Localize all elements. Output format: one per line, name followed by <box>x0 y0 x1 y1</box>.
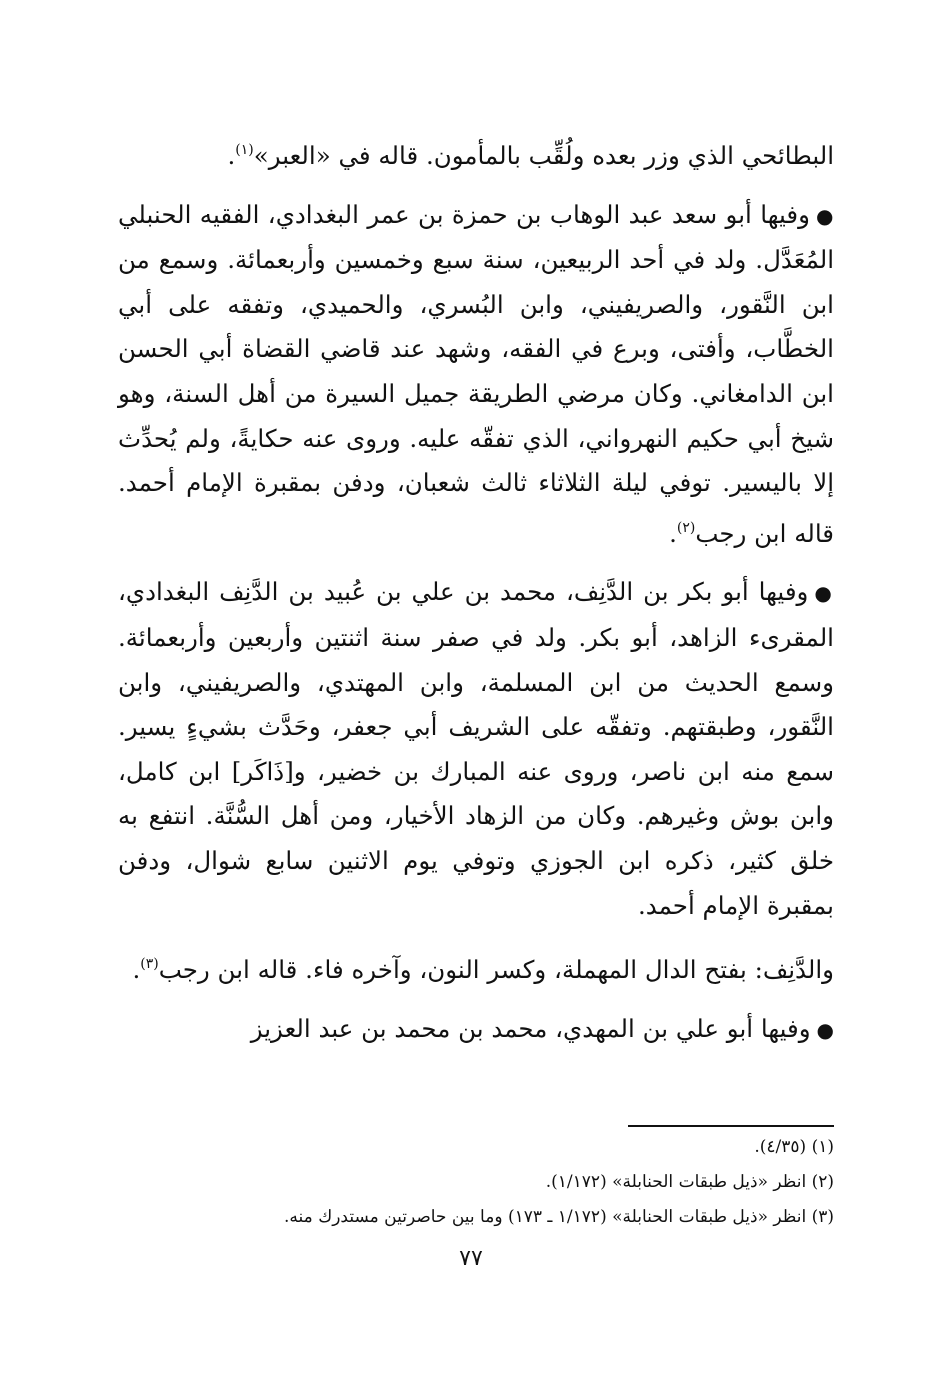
page-number: ٧٧ <box>459 1246 483 1271</box>
paragraph-text: البطائحي الذي وزر بعده ولُقِّب بالمأمون. قاله في «العبر» <box>253 141 834 170</box>
note-paragraph <box>118 942 834 993</box>
paragraph-end: . <box>227 141 236 170</box>
entry-paragraph <box>118 1007 834 1053</box>
paragraph-end: . <box>132 955 141 985</box>
entry-paragraph <box>118 193 834 557</box>
footnote-marker: (٣) <box>140 956 159 973</box>
paragraph-text: وفيها أبو سعد عبد الوهاب بن حمزة بن عمر البغدادي، الفقيه الحنبلي المُعَدَّل. ولد في أحد الربيعين، سنة سبع وخمسين وأربعمائة. وسمع من ابن النَّقور، والصريفيني، وابن البُسري، والحميدي، وتفقه على أبي الخطَّاب، وأفتى، وبرع في الفقه، وشهد عند قاضي القضاة أبي الحسن ابن الدامغاني. وكان مرضي الطريقة جميل السيرة من أهل السنة، وهو شيخ أبي حكيم النهرواني، الذي تفقّه عليه. وروى عنه حكايةً، ولم يُحدِّث إلا باليسير. توفي ليلة الثلاثاء ثالث شعبان، ودفن بمقبرة الإمام أحمد. قاله ابن رجب <box>118 199 834 548</box>
footnote: (٢) انظر «ذيل طبقات الحنابلة» (١/١٧٢). <box>545 1172 834 1192</box>
footnote-marker: (١) <box>235 142 254 158</box>
footnote: (٣) انظر «ذيل طبقات الحنابلة» (١/١٧٢ ـ ١٧٣) وما بين حاصرتين مستدرك منه. <box>284 1207 834 1227</box>
paragraph-continuation <box>118 128 834 179</box>
main-text <box>118 128 834 1052</box>
footnotes <box>118 1130 834 1235</box>
entry-paragraph <box>118 570 834 928</box>
bullet-icon: ● <box>816 1017 834 1042</box>
bullet-icon: ● <box>814 581 835 606</box>
paragraph-end: . <box>669 518 677 548</box>
footnote: (١) (٤/٣٥). <box>754 1137 834 1157</box>
paragraph-text: والدَّنِف: بفتح الدال المهملة، وكسر النون، وآخره فاء. قاله ابن رجب <box>158 955 834 985</box>
footnote-marker: (٢) <box>676 519 696 536</box>
paragraph-text: وفيها أبو بكر بن الدَّنِف، محمد بن علي بن عُبيد بن الدَّنِف البغدادي، المقرىء الزاهد، أبو بكر. ولد في صفر سنة اثنتين وأربعين وأربعمائة. وسمع الحديث من ابن المسلمة، وابن المهتدي، والصريفيني، وابن النَّقور، وطبقتهم. وتفقّه على الشريف أبي جعفر، وحَدَّث بشيءٍ يسير. سمع منه ابن ناصر، وروى عنه المبارك بن خضير، و[ذَاكَر] ابن كامل، وابن بوش وغيرهم. وكان من الزهاد الأخيار، ومن أهل السُّنَّة. انتفع به خلق كثير، ذكره ابن الجوزي وتوفي يوم الاثنين سابع شوال، ودفن بمقبرة الإمام أحمد. <box>118 577 834 920</box>
footnote-divider <box>628 1125 834 1127</box>
paragraph-text: وفيها أبو علي بن المهدي، محمد بن محمد بن عبد العزيز <box>250 1013 811 1043</box>
bullet-icon: ● <box>815 203 835 228</box>
